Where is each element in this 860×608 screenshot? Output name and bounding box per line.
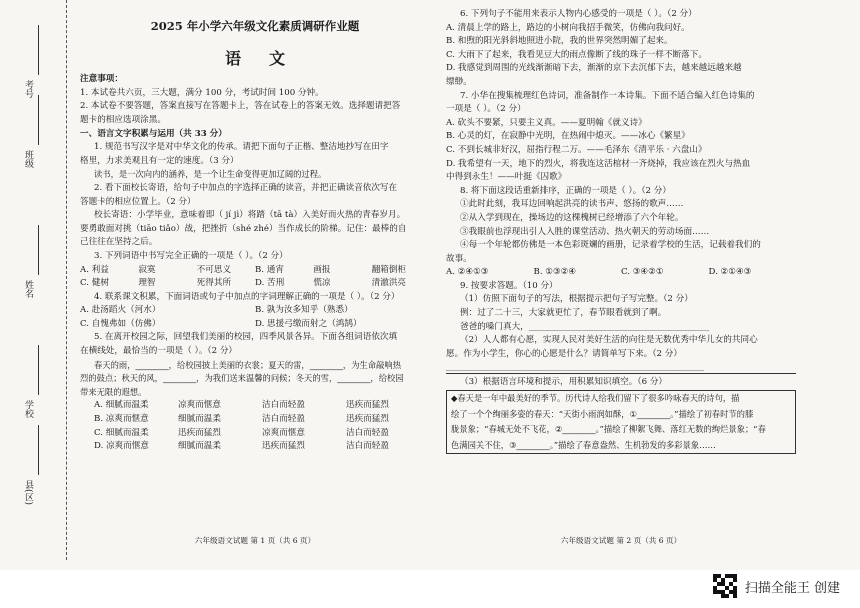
text-line: C. 不到长城非好汉，屈指行程二万。——毛泽东《清平乐 · 六盘山》: [446, 144, 707, 155]
binding-label: 班级: [23, 150, 33, 168]
binding-fill-line: [38, 425, 39, 475]
answer-option: C. 细腻而温柔: [94, 427, 149, 438]
binding-label: 姓名: [23, 280, 33, 298]
binding-fill-line: [38, 225, 39, 275]
answer-option: B. 孰为汝多知乎（熟悉）: [255, 305, 353, 316]
text-line: 一、语言文字积累与运用（共 33 分）: [80, 128, 227, 139]
binding-fill-line: [38, 345, 39, 395]
binding-fill-line: [38, 25, 39, 75]
text-line: 题卡的相应选项涂黑。: [80, 114, 166, 125]
answer-option: B. 凉爽而惬意: [94, 414, 149, 425]
text-line: 2. 本试卷不要答题，答案直接写在答题卡上，答在试卷上的答案无效。选择题请把答: [80, 101, 401, 112]
text-line: A. 砍头不要紧，只要主义真。——夏明翰《就义诗》: [446, 117, 647, 128]
text-line: 注意事项：: [80, 74, 123, 85]
answer-option: 凉爽而惬意: [262, 427, 305, 438]
answer-option: 画报: [313, 264, 331, 275]
text-line: 答题卡的相应位置上。（2 分）: [80, 196, 196, 207]
answer-option: 洁白而轻盈: [346, 441, 389, 452]
text-line: 9. 按要求答题。（10 分）: [460, 280, 558, 291]
binding-label: 学校: [23, 400, 33, 418]
binding-margin: [0, 0, 78, 570]
answer-options: [446, 266, 796, 280]
answer-option: B. ①③②④: [533, 267, 577, 278]
page-footer: 六年级语文试题 第 1 页（共 6 页）: [194, 536, 316, 546]
answer-option: 理智: [138, 278, 156, 289]
answer-option: 迅疾而猛烈: [346, 400, 389, 411]
text-line: A. 清晨上学的路上，路边的小树向我招手微笑，仿佛向我问好。: [446, 22, 690, 33]
answer-option: D. 凉爽而惬意: [94, 441, 150, 452]
text-line: D. 我感觉到周围的光线渐渐暗下去，渐渐的京下去沉郁下去，越来越远越来越: [446, 63, 742, 74]
answer-options: [80, 318, 430, 332]
answer-options: [80, 427, 430, 441]
qr-code-icon: [713, 574, 737, 598]
answer-options: [80, 264, 430, 278]
answer-option: A. 细腻而温柔: [94, 400, 149, 411]
text-line: 在横线处，最恰当的一项是（ ）。（2 分）: [80, 346, 238, 357]
answer-option: 寂寞: [138, 264, 156, 275]
text-line: 烈的鼓点；秋天的风，________，为我们送来温馨的问候；冬天的雪，________，给校园: [80, 373, 404, 384]
answer-option: 清澈洪亮: [371, 278, 407, 289]
text-line: ①此时此刻，我耳边回响起洪亮的读书声、悠扬的歌声……: [460, 199, 684, 210]
text-line: 例：过了二十三，大家就更忙了，春节眼看就到了啊。: [460, 308, 667, 319]
answer-option: 迅疾而猛烈: [346, 414, 389, 425]
text-line: 6. 下列句子不能用来表示人物内心感受的一项是（ ）。（2 分）: [460, 9, 697, 19]
answer-option: 翻箱倒柜: [371, 264, 407, 275]
text-line: 己往往在坚持之后。: [80, 237, 158, 248]
text-line: 愿。作为小学生，你心的心愿是什么？请简单写下来。（2 分）: [446, 348, 682, 359]
text-line: 故事。: [446, 253, 472, 264]
text-line: 一项是（ ）。（2 分）: [446, 104, 526, 115]
page-1-body: [80, 73, 430, 454]
text-line: 缥缈。: [446, 76, 472, 87]
text-line: 中得到永生！——叶挺《囚歌》: [446, 172, 567, 183]
answer-options: [80, 399, 430, 413]
answer-option: 迅疾而猛烈: [262, 441, 305, 452]
text-line: 色满园关不住，③________。”描绘了春意盎然、生机勃发的多彩景象……: [446, 438, 796, 455]
text-line: 胧景象；“春城无处不飞花，②________。”描绘了柳絮飞舞、落红无数的绚烂景象；“春: [446, 422, 796, 438]
binding-label: 县(区): [23, 480, 33, 506]
text-line: 2. 看下面校长寄语，给句子中加点的字选择正确的读音，并把正确读音依次写在: [94, 182, 398, 193]
answer-option: A. 赴汤蹈火（河水）: [80, 305, 161, 316]
exam-page-2: [446, 0, 796, 560]
answer-option: 死得其所: [196, 278, 232, 289]
text-line: 要勇敢面对挑（tiāo tiǎo）战，把挫折（shé zhé）当作成长的阶梯。记住：最棒的自: [80, 223, 407, 234]
exam-page-1: [80, 0, 430, 560]
text-line: 春天的雨，________，给校园披上美丽的衣裳；夏天的雷，________，为生命敲响热: [94, 359, 401, 370]
binding-fill-line: [38, 95, 39, 145]
text-line: 带来无限的遐想。: [80, 386, 147, 397]
text-line: 4. 联系课文积累，下面词语或句子中加点的字词理解正确的一项是（ ）。（2 分）: [94, 291, 400, 302]
watermark-text: 扫描全能王 创建: [744, 580, 840, 596]
cut-line: [66, 0, 67, 560]
page-2-body: [446, 8, 796, 454]
text-line: 校长寄语：小学毕业，意味着即（ jí jì）将踏（tā tà）入美好而火热的青春岁月。: [94, 210, 406, 221]
answer-options: [80, 304, 430, 318]
answer-option: C. ③④②①: [621, 267, 664, 278]
answer-option: 洁白而轻盈: [346, 427, 389, 438]
text-line: （3）根据语言环境和提示，用积累知识填空。（6 分）: [460, 377, 668, 388]
text-line: （1）仿照下面句子的写法，根据提示把句子写完整。（2 分）: [460, 294, 693, 305]
answer-options: [80, 277, 430, 291]
exam-title: 2025 年小学六年级文化素质调研作业题: [150, 19, 360, 33]
answer-option: 细腻而温柔: [178, 414, 221, 425]
text-line: D. 我希望有一天，地下的烈火，将我连这活棺材一齐烧掉，我应该在烈火与热血: [446, 158, 751, 169]
binding-label: 考号: [23, 80, 33, 98]
answer-option: 凉爽而惬意: [178, 400, 221, 411]
text-line: 1. 规范书写汉字是对中华文化的传承。请把下面句子正楷、整洁地抄写在田字: [94, 142, 389, 153]
answer-option: C. 自愧弗如（仿佛）: [80, 318, 161, 329]
answer-options: [80, 413, 430, 427]
text-line: ③我眼前也浮现出引人入胜的课堂活动、热火朝天的劳动场面……: [460, 226, 710, 237]
answer-option: 细腻而温柔: [178, 441, 221, 452]
text-line: 8. 将下面这段话重新排序，正确的一项是（ ）。（2 分）: [460, 185, 671, 196]
text-line: 7. 小华在搜集梳理红色诗词，准备制作一本诗集。下面不适合编入红色诗集的: [460, 90, 755, 101]
answer-option: 洁白而轻盈: [262, 400, 305, 411]
answer-option: D. 苦刑: [254, 278, 285, 289]
answer-option: D. ②①④③: [708, 267, 752, 278]
answer-option: C. 健树: [80, 278, 109, 289]
answer-line: ____________________________________________________________: [446, 361, 796, 374]
text-line: 3. 下列词语中书写完全正确的一项是（ ）。（2 分）: [94, 250, 288, 261]
text-line: B. 心灵的灯，在寂静中光明，在热闹中熄灭。——冰心《繁星》: [446, 131, 690, 142]
answer-option: 迅疾而猛烈: [178, 427, 221, 438]
answer-option: A. ②④①③: [446, 267, 489, 278]
text-line: ②从入学到现在，操场边的这棵槐树已经增添了六个年轮。: [460, 212, 684, 223]
text-line: 5. 在离开校园之际，回望我们美丽的校园，四季风景各异。下面各组词语依次填: [94, 332, 398, 343]
text-line: ◆春天是一年中最美好的季节。历代诗人给我们留下了很多吟咏春天的诗句，描: [446, 390, 796, 407]
text-line: 格里，力求美观且有一定的速度。（3 分）: [80, 155, 239, 166]
answer-option: B. 通宵: [254, 264, 284, 275]
text-line: 爸爸的嗓门真大，__________________________________________: [460, 321, 710, 332]
answer-option: 慌凉: [313, 278, 331, 289]
text-line: 1. 本试卷共六页，三大题，满分 100 分，考试时间 100 分钟。: [80, 87, 324, 98]
text-line: ④每一个年轮都仿佛是一本色彩斑斓的画册，记录着学校的生活，记载着我们的: [460, 240, 761, 251]
subject-title: 语文: [224, 48, 313, 68]
answer-options: [80, 440, 430, 454]
answer-option: D. 思援弓缴而射之（鸿鹄）: [255, 318, 362, 329]
answer-option: 不可思义: [196, 264, 232, 275]
text-line: B. 和煦的阳光斜斜地照进小院，我的世界突然明媚了起来。: [446, 36, 673, 47]
text-line: 读书，是一次向内的涵养，是一个让生命变得更加辽阔的过程。: [94, 169, 327, 180]
answer-option: A. 利益: [80, 264, 109, 275]
text-line: （2）人人都有心愿，实现人民对美好生活的向往是无数优秀中华儿女的共同心: [460, 335, 758, 346]
scanner-watermark: [713, 574, 840, 598]
answer-option: 洁白而轻盈: [262, 414, 305, 425]
page-footer: 六年级语文试题 第 2 页（共 6 页）: [560, 536, 682, 546]
text-line: C. 大雨下了起来，我看见豆大的雨点像断了线的珠子一样不断落下。: [446, 49, 707, 60]
text-line: 绘了一个个绚丽多姿的春天：“天街小雨润如酥，①________。”描绘了初春时节的膝: [446, 407, 796, 423]
